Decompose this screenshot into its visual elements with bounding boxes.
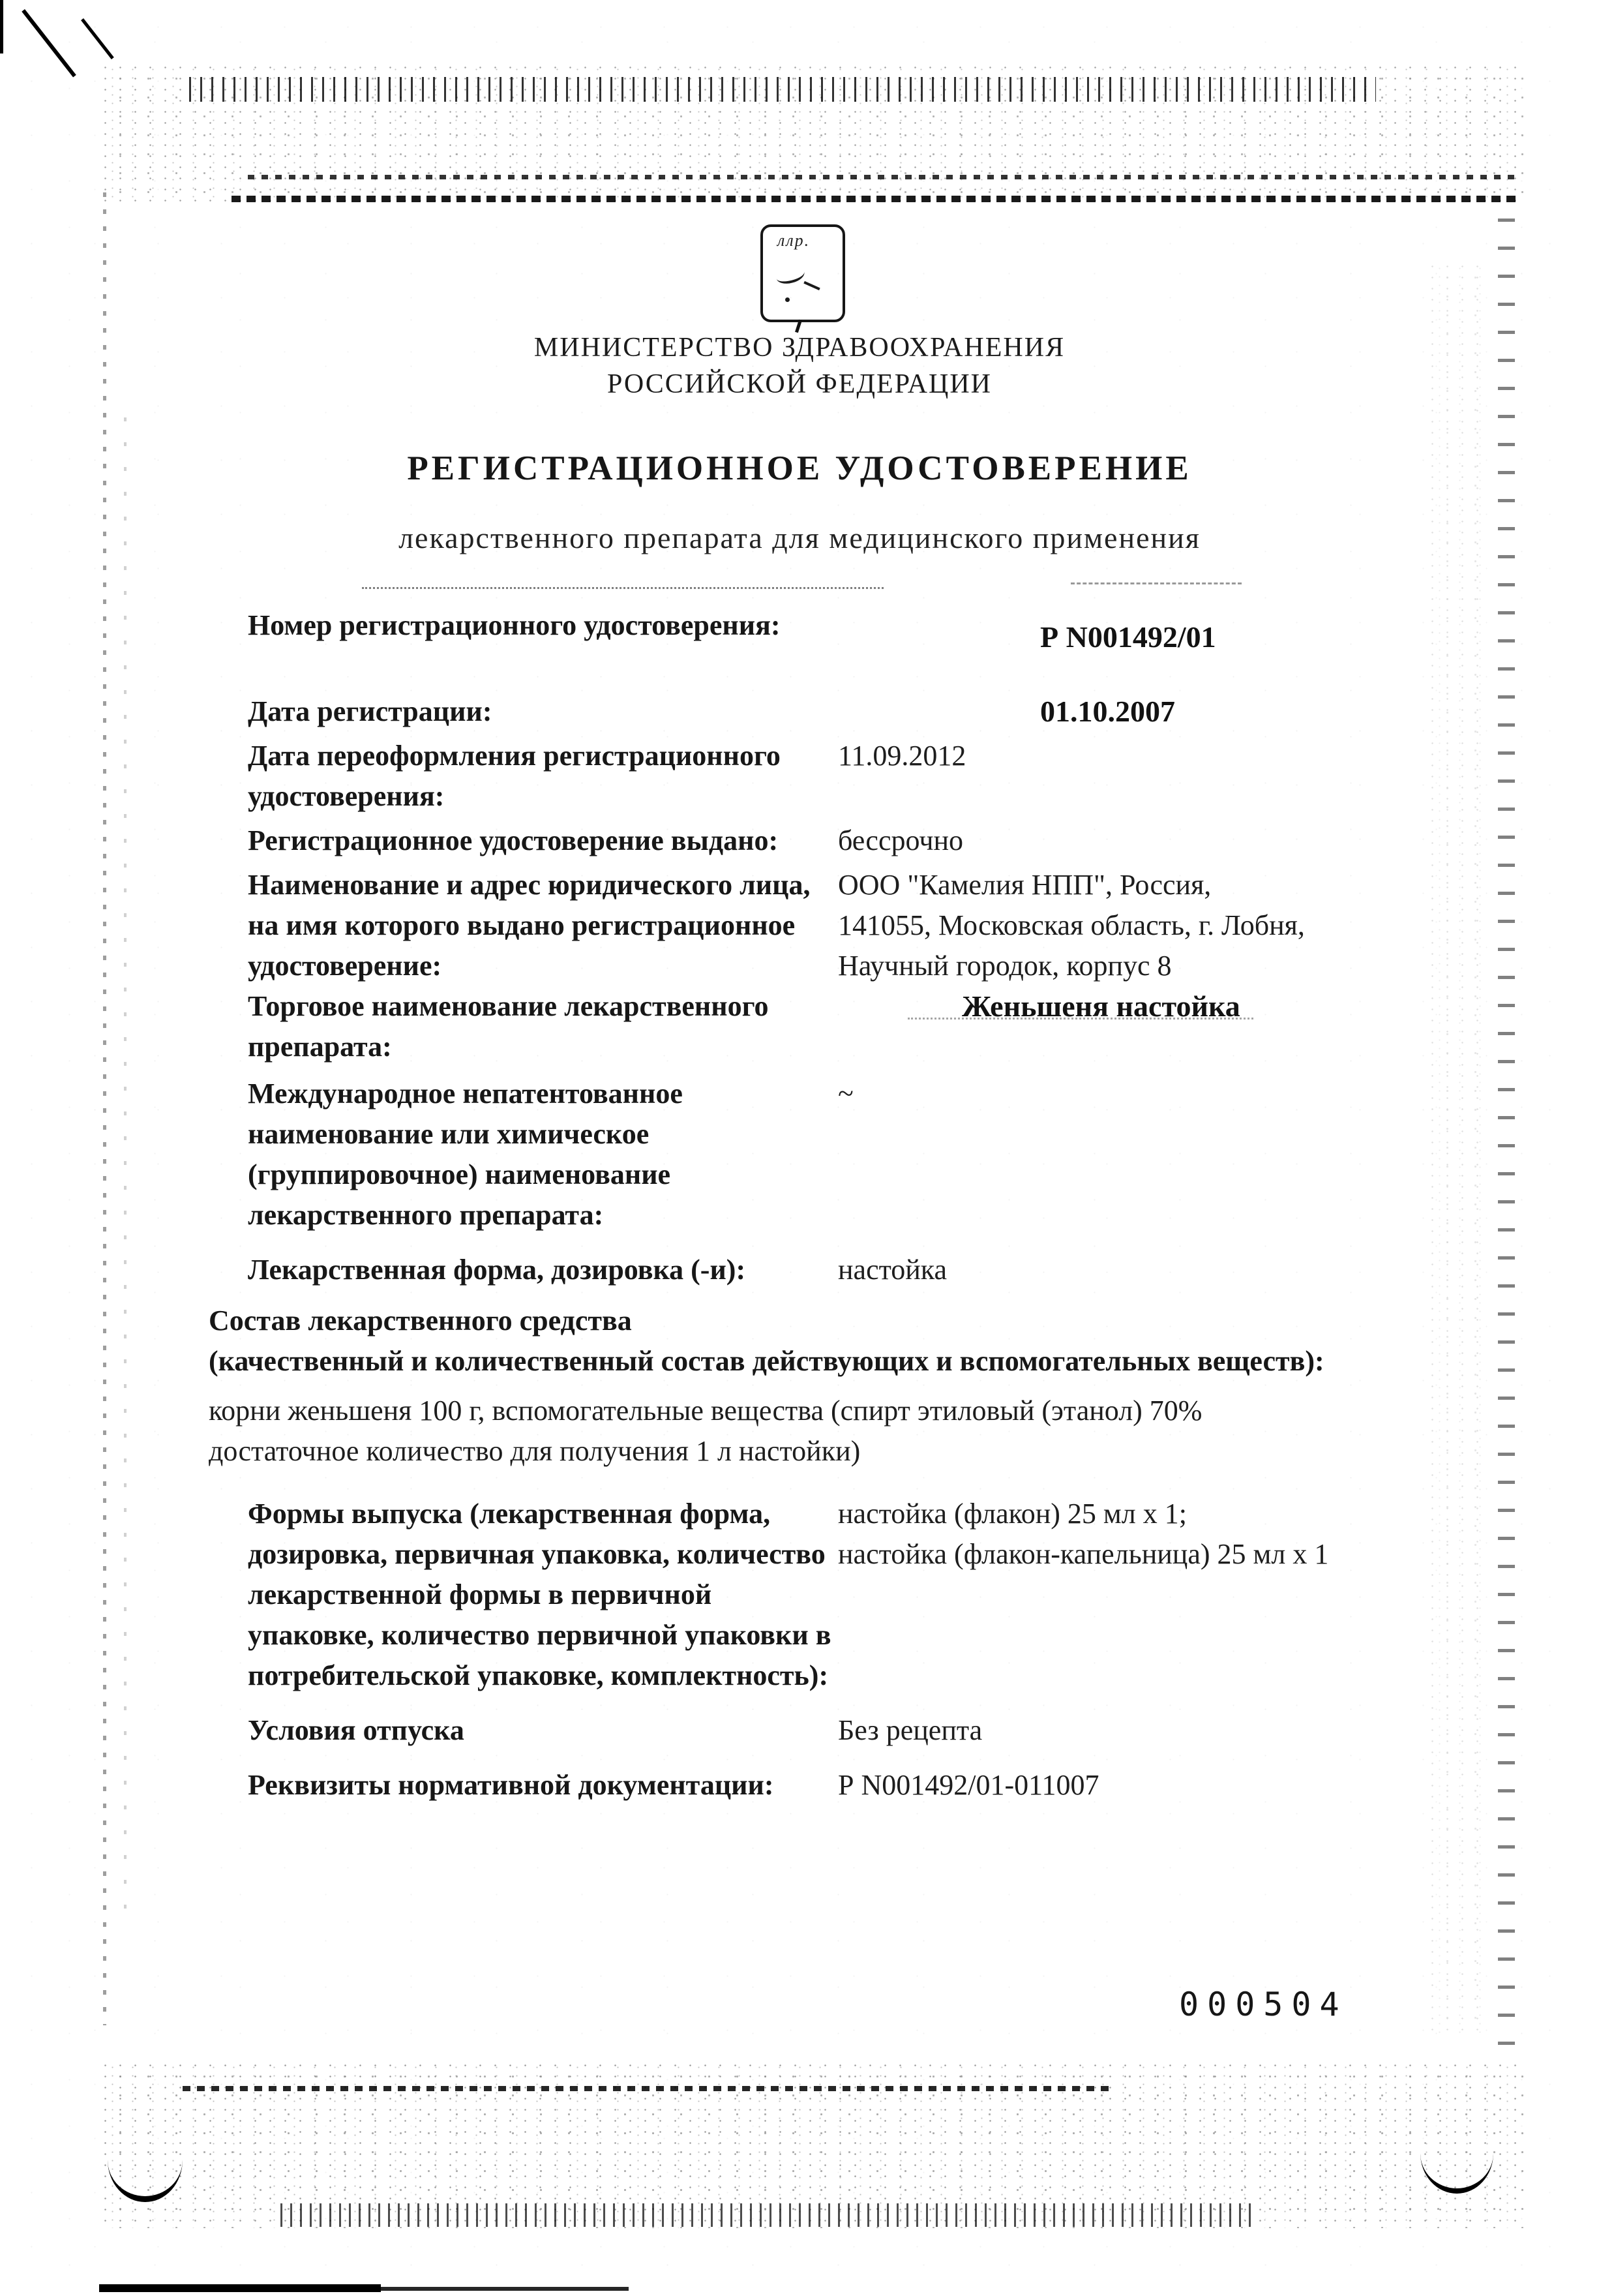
field-row-holder: [248, 865, 1386, 986]
field-value-registration-number: Р N001492/01: [1040, 620, 1216, 654]
field-value-registration-date: 01.10.2007: [1040, 695, 1175, 728]
scan-noise-top-dash-line-2: [232, 196, 1519, 202]
field-value-inn: ~: [838, 1078, 854, 1110]
field-label: Международное непатентованное наименование или химическое (группировочное) наименование лекарственного препарата:: [248, 1078, 683, 1231]
scan-noise-top-ticks: [189, 77, 1376, 102]
coat-of-arms-emblem: [760, 224, 845, 322]
composition-heading: Состав лекарственного средства: [209, 1305, 632, 1337]
composition-body-line-1: корни женьшеня 100 г, вспомогательные вещества (спирт этиловый (этанол) 70%: [209, 1395, 1203, 1427]
document-title: РЕГИСТРАЦИОННОЕ УДОСТОВЕРЕНИЕ: [407, 449, 1192, 487]
field-row-registration-date: [248, 691, 1386, 732]
emblem-curve-mark: [775, 264, 806, 286]
field-row-validity: [248, 821, 1386, 861]
scan-noise-bottom-ticks: [280, 2203, 1252, 2227]
field-row-reissue-date: [248, 736, 1386, 817]
field-label: Дата переоформления регистрационного удостоверения:: [248, 740, 781, 812]
field-value-release-forms: [838, 1494, 1386, 1575]
emblem-script-mark: ллр.: [777, 231, 811, 250]
composition-subheading: (качественный и количественный состав действующих и вспомогательных веществ):: [209, 1345, 1324, 1377]
pen-mark-diagonal-2: [81, 18, 114, 59]
field-row-inn: [248, 1074, 1386, 1235]
field-row-trade-name: [248, 986, 1386, 1067]
field-value-normative-docs: Р N001492/01-011007: [838, 1769, 1099, 1801]
field-row-normative-docs: [248, 1765, 1386, 1805]
scan-edge-bar: [0, 0, 3, 53]
composition-body-line-2: достаточное количество для получения 1 л настойки): [209, 1435, 861, 1467]
ministry-header: [98, 329, 1501, 402]
scan-noise-left-edge-2: [124, 417, 127, 1918]
release-form-line-2: настойка (флакон-капельница) 25 мл х 1: [838, 1538, 1329, 1570]
field-value-dispensing-conditions: Без рецепта: [838, 1714, 983, 1746]
field-row-registration-number: [248, 605, 1386, 657]
release-form-line-1: настойка (флакон) 25 мл х 1;: [838, 1498, 1187, 1530]
field-row-release-forms: [248, 1494, 1386, 1696]
emblem-dot-mark: [785, 297, 790, 302]
emblem-bar-mark: [803, 281, 820, 290]
field-value-trade-name: Женьшеня настойка: [962, 989, 1240, 1023]
field-value-reissue-date: 11.09.2012: [838, 740, 966, 772]
scan-noise-right-edge: [1498, 219, 1515, 2064]
holder-line-2: 141055, Московская область, г. Лобня,: [838, 909, 1305, 941]
ministry-line-1: МИНИСТЕРСТВО ЗДРАВООХРАНЕНИЯ: [533, 333, 1066, 363]
field-label: Регистрационное удостоверение выдано:: [248, 824, 779, 856]
composition-section: [209, 1301, 1389, 1472]
field-value-validity: бессрочно: [838, 824, 964, 856]
field-row-dosage-form: [248, 1250, 1386, 1290]
field-value-dosage-form: настойка: [838, 1254, 948, 1286]
pen-mark-diagonal-1: [22, 9, 76, 78]
holder-line-1: ООО "Камелия НПП", Россия,: [838, 869, 1212, 901]
scan-noise-top-dash-line-1: [248, 175, 1519, 179]
field-row-dispensing-conditions: [248, 1710, 1386, 1751]
field-label: Номер регистрационного удостоверения:: [248, 609, 781, 641]
field-label: Дата регистрации:: [248, 695, 492, 727]
dotted-rule-under-subtitle: [362, 587, 884, 589]
field-label: Условия отпуска: [248, 1714, 464, 1746]
field-value-holder: [838, 865, 1386, 986]
bottom-black-bar: [99, 2284, 381, 2292]
field-label: Торговое наименование лекарственного препарата:: [248, 990, 769, 1063]
field-label: Формы выпуска (лекарственная форма, дозировка, первичная упаковка, количество лекарственной формы в первичной упаковке, количество первичной упаковки в потребительской упаковке, комплектность):: [248, 1498, 831, 1691]
document-subtitle: лекарственного препарата для медицинского применения: [398, 521, 1201, 554]
field-label: Реквизиты нормативной документации:: [248, 1769, 774, 1801]
bottom-black-bar-thin: [381, 2287, 629, 2291]
field-label: Наименование и адрес юридического лица, на имя которого выдано регистрационное удостоверение:: [248, 869, 811, 982]
scan-noise-bottom-dash-line: [183, 2086, 1115, 2091]
holder-line-3: Научный городок, корпус 8: [838, 950, 1172, 982]
ministry-line-2: РОССИЙСКОЙ ФЕДЕРАЦИИ: [607, 369, 992, 399]
field-label: Лекарственная форма, дозировка (-и):: [248, 1254, 746, 1286]
form-serial-number: 000504: [1179, 1986, 1348, 2023]
composition-body: [209, 1391, 1389, 1472]
fields-block: [209, 605, 1386, 1805]
dotted-rule-fragment-right: [1071, 582, 1242, 584]
